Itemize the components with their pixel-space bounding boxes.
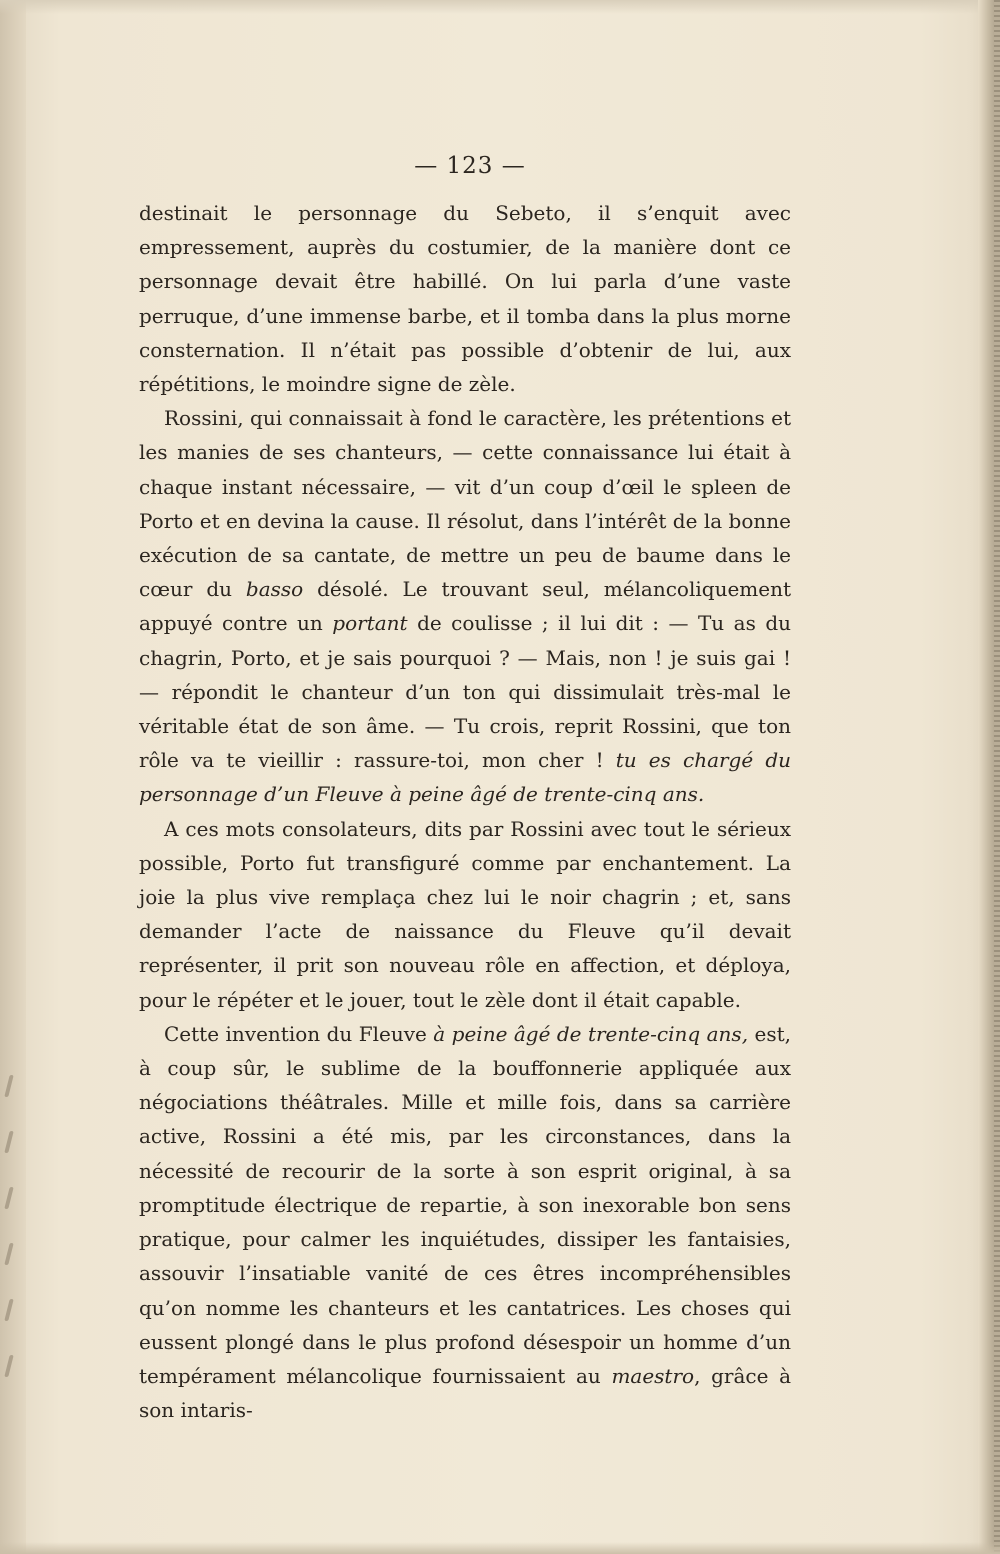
paragraph	[139, 1017, 791, 1427]
paragraph	[139, 401, 791, 811]
page-bottom-edge	[0, 1542, 1000, 1554]
text-run: A ces mots consolateurs, dits par Rossini avec tout le sérieux possible, Porto fut transfiguré comme par enchantement. La joie la plus vive remplaça chez lui le noir chagrin ; et, sans demander l’acte de naissance du Fleuve qu’il devait représenter, il prit son nouveau rôle en affection, et déploya, pour le répéter et le jouer, tout le zèle dont il était capable.	[139, 816, 791, 1012]
text-run: Cette invention du Fleuve	[164, 1021, 434, 1046]
italic-text-run: basso	[245, 577, 304, 602]
page-number: — 123 —	[414, 153, 526, 179]
text-run: , grâce à son intaris-	[139, 1363, 791, 1423]
italic-text-run: portant	[332, 611, 408, 636]
text-run: est, à coup sûr, le sublime de la bouffonnerie appliquée aux négociations théâtrales. Mille et mille fois, dans sa carrière active, Rossini a été mis, par les circonstances, dans la nécessité de recourir de la sorte à son esprit original, à sa promptitude électrique de repartie, à son inexorable bon sens pratique, pour calmer les inquiétudes, dissiper les fantaisies, assouvir l’insatiable vanité de ces êtres incompréhensibles qu’on nomme les chanteurs et les cantatrices. Les choses qui eussent plongé dans le plus profond désespoir un homme d’un tempérament mélancolique fournissaient au	[139, 1021, 792, 1388]
text-run: destinait le personnage du Sebeto, il s’enquit avec empressement, auprès du costumier, de la manière dont ce personnage devait être habillé. On lui parla d’une vaste perruque, d’une immense barbe, et il tomba dans la plus morne consternation. Il n’était pas possible d’obtenir de lui, aux répétitions, le moindre signe de zèle.	[139, 201, 791, 397]
text-run: désolé. Le trouvant seul, mélancoliquement appuyé contre un	[139, 577, 792, 636]
italic-text-run: tu es chargé du personnage d’un Fleuve à peine âgé de trente-cinq ans.	[139, 748, 792, 807]
paragraph	[139, 812, 791, 1017]
margin-marks	[2, 1075, 16, 1395]
paragraph	[139, 196, 791, 401]
italic-text-run: à peine âgé de trente-cinq ans,	[433, 1021, 749, 1046]
text-run: de coulisse ; il lui dit : — Tu as du chagrin, Porto, et je sais pourquoi ? — Mais, non ! je suis gai ! — répondit le chanteur d’un ton qui dissimulait très-mal le véritable état de son âme. — Tu crois, reprit Rossini, que ton rôle va te vieillir : rassure-toi, mon cher !	[139, 611, 792, 773]
italic-text-run: maestro	[611, 1363, 695, 1388]
page-top-shadow	[0, 0, 1000, 14]
text-run: Rossini, qui connaissait à fond le caractère, les prétentions et les manies de ses chanteurs, — cette connaissance lui était à chaque instant nécessaire, — vit d’un coup d’œil le spleen de Porto et en devina la cause. Il résolut, dans l’intérêt de la bonne exécution de sa cantate, de mettre un peu de baume dans le cœur du	[139, 406, 791, 602]
body-text	[139, 196, 791, 1427]
page-fore-edge	[978, 0, 1000, 1554]
